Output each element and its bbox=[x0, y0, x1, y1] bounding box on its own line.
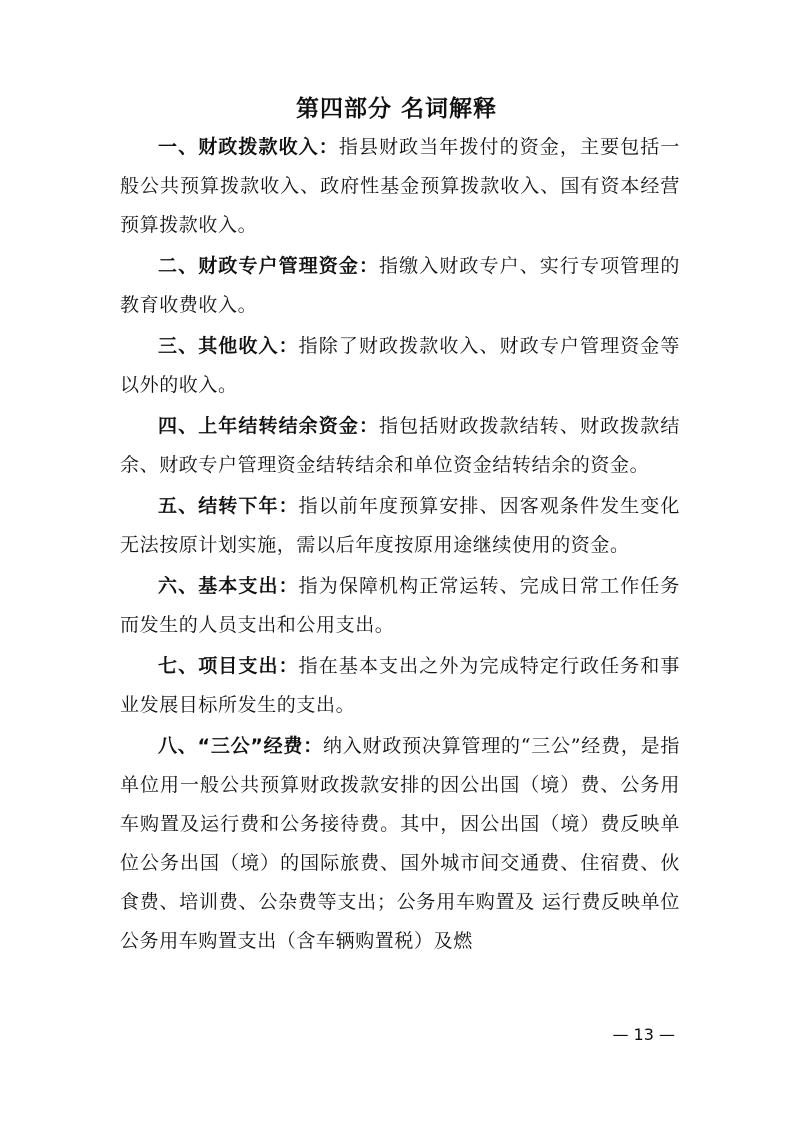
term-item bbox=[120, 407, 680, 485]
term-text: 指为保障机构正常运转、完成日常工作任务而发生的人员支出和公用支出。 bbox=[120, 575, 680, 636]
term-item bbox=[120, 128, 680, 245]
term-label: 六、基本支出： bbox=[158, 575, 299, 597]
term-text: 指除了财政拨款收入、财政专户管理资金等以外的收入。 bbox=[120, 335, 680, 396]
term-text: 指缴入财政专户、实行专项管理的教育收费收入。 bbox=[120, 255, 680, 316]
term-label: 五、结转下年： bbox=[158, 495, 299, 517]
term-item bbox=[120, 647, 680, 725]
term-text: 指包括财政拨款结转、财政拨款结余、财政专户管理资金结转结余和单位资金结转结余的资金。 bbox=[120, 415, 680, 476]
page-number: — 13 — bbox=[612, 1025, 675, 1044]
term-item bbox=[120, 487, 680, 565]
terms-list bbox=[120, 128, 680, 963]
term-item bbox=[120, 567, 680, 645]
term-label: 三、其他收入： bbox=[158, 335, 299, 357]
page-title: 第四部分 名词解释 bbox=[295, 96, 497, 122]
term-label: 四、上年结转结余资金： bbox=[158, 415, 380, 437]
term-text: 指在基本支出之外为完成特定行政任务和事业发展目标所发生的支出。 bbox=[120, 655, 680, 716]
term-item bbox=[120, 327, 680, 405]
term-label: 八、“三公”经费： bbox=[158, 735, 323, 757]
term-text: 指以前年度预算安排、因客观条件发生变化无法按原计划实施，需以后年度按原用途继续使用的资金。 bbox=[120, 495, 680, 556]
term-label: 二、财政专户管理资金： bbox=[158, 255, 380, 277]
term-item bbox=[120, 247, 680, 325]
term-text: 指县财政当年拨付的资金，主要包括一般公共预算拨款收入、政府性基金预算拨款收入、国有资本经营预算拨款收入。 bbox=[120, 136, 681, 236]
term-label: 一、财政拨款收入： bbox=[158, 136, 339, 158]
term-item bbox=[120, 727, 680, 961]
term-label: 七、项目支出： bbox=[158, 655, 299, 677]
term-text: 纳入财政预决算管理的“三公”经费，是指单位用一般公共预算财政拨款安排的因公出国（境）费、公务用车购置及运行费和公务接待费。其中，因公出国（境）费反映单位公务出国（境）的国际旅费、国外城市间交通费、住宿费、伙食费、培训费、公杂费等支出；公务用车购置及 运行费反映单位公务用车购置支出（含车辆购置税）及燃 bbox=[120, 735, 681, 952]
